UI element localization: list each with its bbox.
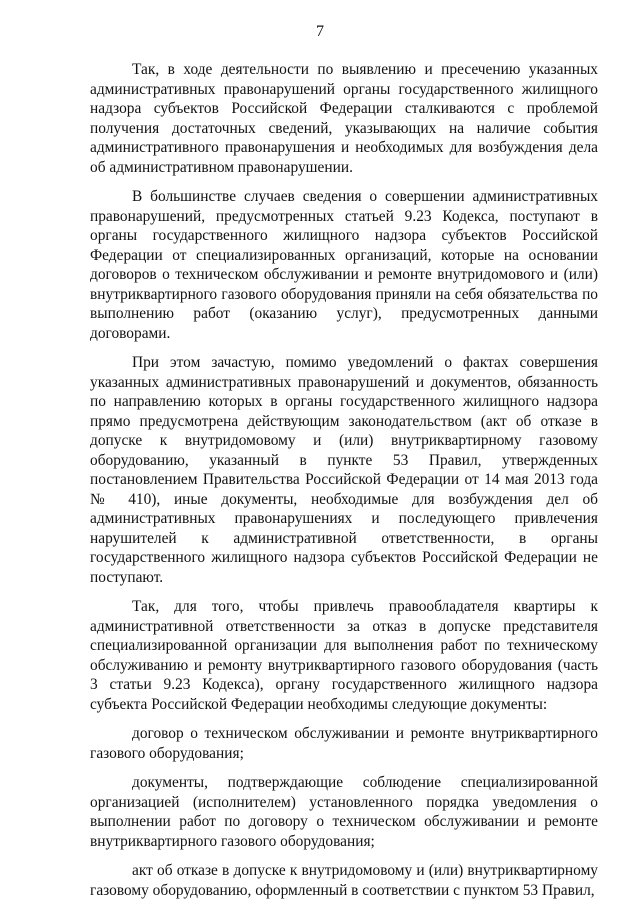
paragraph-2: В большинстве случаев сведения о совершении административных правонарушений, предусмотренных статьей 9.23 Кодекса, поступают в органы государственного жилищного надзора субъектов Российской Федерации от специализированных организаций, которые на основании договоров о техническом обслуживании и ремонте внутридомового и (или) внутриквартирного газового оборудования приняли на себя обязательства по выполнению работ (оказанию услуг), предусмотренных данными договорами. bbox=[90, 188, 598, 342]
list-item-contract: договор о техническом обслуживании и ремонте внутриквартирного газового оборудования; bbox=[90, 725, 598, 762]
paragraph-1: Так, в ходе деятельности по выявлению и пресечению указанных административных правонарушений органы государственного жилищного надзора субъектов Российской Федерации сталкиваются с проблемой получения достаточных сведений, указывающих на наличие события административного правонарушения и необходимых для возбуждения дела об административном правонарушении. bbox=[90, 61, 598, 176]
list-item-refusal-act: акт об отказе в допуске к внутридомовому и (или) внутриквартирному газовому оборудованию, оформленный в соответствии с пунктом 53 Правил, bbox=[90, 862, 598, 899]
list-item-notification-documents: документы, подтверждающие соблюдение специализированной организацией (исполнителем) установленного порядка уведомления о выполнении работ по договору о техническом обслуживании и ремонте внутриквартирного газового оборудования; bbox=[90, 774, 598, 850]
page-number: 7 bbox=[316, 23, 324, 40]
paragraph-3: При этом зачастую, помимо уведомлений о фактах совершения указанных административных правонарушений и документов, обязанность по направлению которых в органы государственного жилищного надзора прямо предусмотрена действующим законодательством (акт об отказе в допуске к внутридомовому и (или) внутриквартирному газовому оборудованию, указанный в пункте 53 Правил, утвержденных постановлением Правительства Российской Федерации от 14 мая 2013 года № 410), иные документы, необходимые для возбуждения дел об административных правонарушениях и последующего привлечения нарушителей к административной ответственности, в органы государственного жилищного надзора субъектов Российской Федерации не поступают. bbox=[90, 354, 598, 586]
paragraph-4: Так, для того, чтобы привлечь правообладателя квартиры к административной ответственности за отказ в допуске представителя специализированной организации для выполнения работ по техническому обслуживанию и ремонту внутриквартирного газового оборудования (часть 3 статьи 9.23 Кодекса), органу государственного жилищного надзора субъекта Российской Федерации необходимы следующие документы: bbox=[90, 598, 598, 713]
document-body bbox=[90, 60, 598, 910]
